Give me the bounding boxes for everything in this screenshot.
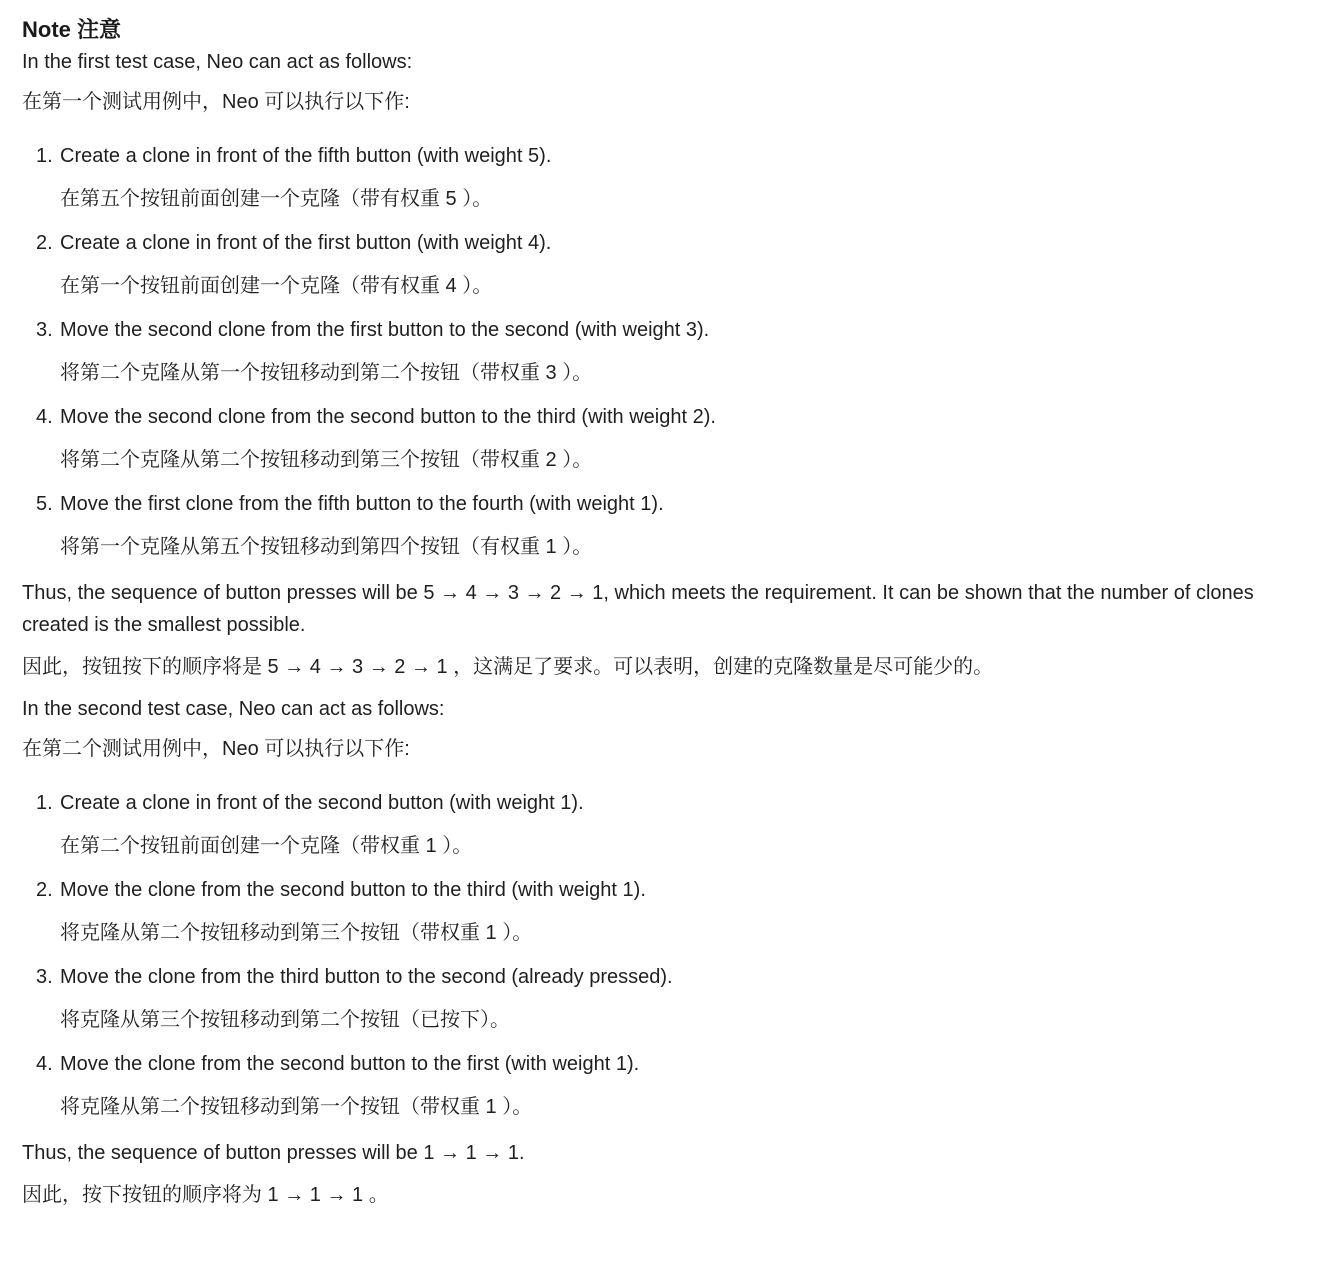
step-zh: 将克隆从第二个按钮移动到第一个按钮（带权重 1 ）。 bbox=[60, 1096, 533, 1118]
list-item bbox=[22, 227, 1312, 302]
list-number: 5. bbox=[36, 493, 53, 515]
intro-second-zh: 在第二个测试用例中，Neo 可以执行以下作: bbox=[22, 738, 410, 760]
step-zh: 在第二个按钮前面创建一个克隆（带权重 1 ）。 bbox=[60, 835, 473, 857]
list-item bbox=[22, 314, 1312, 389]
list-item bbox=[22, 488, 1312, 563]
step-zh: 在第五个按钮前面创建一个克隆（带有权重 5 ）。 bbox=[60, 188, 493, 210]
summary-second-en: Thus, the sequence of button presses will be 1 → 1 → 1. bbox=[22, 1142, 525, 1164]
list-number: 2. bbox=[36, 879, 53, 901]
step-en: Create a clone in front of the second button (with weight 1). bbox=[60, 792, 584, 814]
list-number: 1. bbox=[36, 145, 53, 167]
step-en: Move the second clone from the second button to the third (with weight 2). bbox=[60, 406, 716, 428]
summary-first-zh: 因此，按钮按下的顺序将是 5 → 4 → 3 → 2 → 1 ，这满足了要求。可以表明，创建的克隆数量是尽可能少的。 bbox=[22, 656, 994, 678]
note-title: Note 注意 bbox=[22, 17, 122, 42]
step-en: Move the clone from the second button to the first (with weight 1). bbox=[60, 1053, 640, 1075]
list-number: 3. bbox=[36, 966, 53, 988]
summary-second-zh: 因此，按下按钮的顺序将为 1 → 1 → 1 。 bbox=[22, 1184, 389, 1206]
list-number: 3. bbox=[36, 319, 53, 341]
list-number: 1. bbox=[36, 792, 53, 814]
step-en: Create a clone in front of the fifth button (with weight 5). bbox=[60, 145, 552, 167]
step-en: Move the clone from the third button to the second (already pressed). bbox=[60, 966, 673, 988]
note-section bbox=[22, 14, 1312, 1211]
step-zh: 将第二个克隆从第二个按钮移动到第三个按钮（带权重 2 ）。 bbox=[60, 449, 593, 471]
summary-first-en: Thus, the sequence of button presses will be 5 → 4 → 3 → 2 → 1, which meets the requirement. It can be shown that the number of clones created is the smallest possible. bbox=[22, 582, 1254, 636]
list-item bbox=[22, 874, 1312, 949]
list-item bbox=[22, 961, 1312, 1036]
intro-first-en: In the first test case, Neo can act as follows: bbox=[22, 51, 413, 73]
step-zh: 将克隆从第三个按钮移动到第二个按钮（已按下）。 bbox=[60, 1009, 510, 1031]
list-item bbox=[22, 401, 1312, 476]
list-item bbox=[22, 1048, 1312, 1123]
step-en: Create a clone in front of the first button (with weight 4). bbox=[60, 232, 552, 254]
list-number: 2. bbox=[36, 232, 53, 254]
step-zh: 将克隆从第二个按钮移动到第三个按钮（带权重 1 ）。 bbox=[60, 922, 533, 944]
list-number: 4. bbox=[36, 406, 53, 428]
step-zh: 将第一个克隆从第五个按钮移动到第四个按钮（有权重 1 ）。 bbox=[60, 536, 593, 558]
step-zh: 将第二个克隆从第一个按钮移动到第二个按钮（带权重 3 ）。 bbox=[60, 362, 593, 384]
list-item bbox=[22, 787, 1312, 862]
intro-first-zh: 在第一个测试用例中，Neo 可以执行以下作: bbox=[22, 91, 410, 113]
step-en: Move the clone from the second button to the third (with weight 1). bbox=[60, 879, 646, 901]
step-en: Move the first clone from the fifth button to the fourth (with weight 1). bbox=[60, 493, 664, 515]
step-zh: 在第一个按钮前面创建一个克隆（带有权重 4 ）。 bbox=[60, 275, 493, 297]
steps-second-list bbox=[22, 787, 1312, 1123]
step-en: Move the second clone from the first button to the second (with weight 3). bbox=[60, 319, 710, 341]
list-item bbox=[22, 140, 1312, 215]
steps-first-list bbox=[22, 140, 1312, 563]
list-number: 4. bbox=[36, 1053, 53, 1075]
intro-second-en: In the second test case, Neo can act as follows: bbox=[22, 698, 445, 720]
